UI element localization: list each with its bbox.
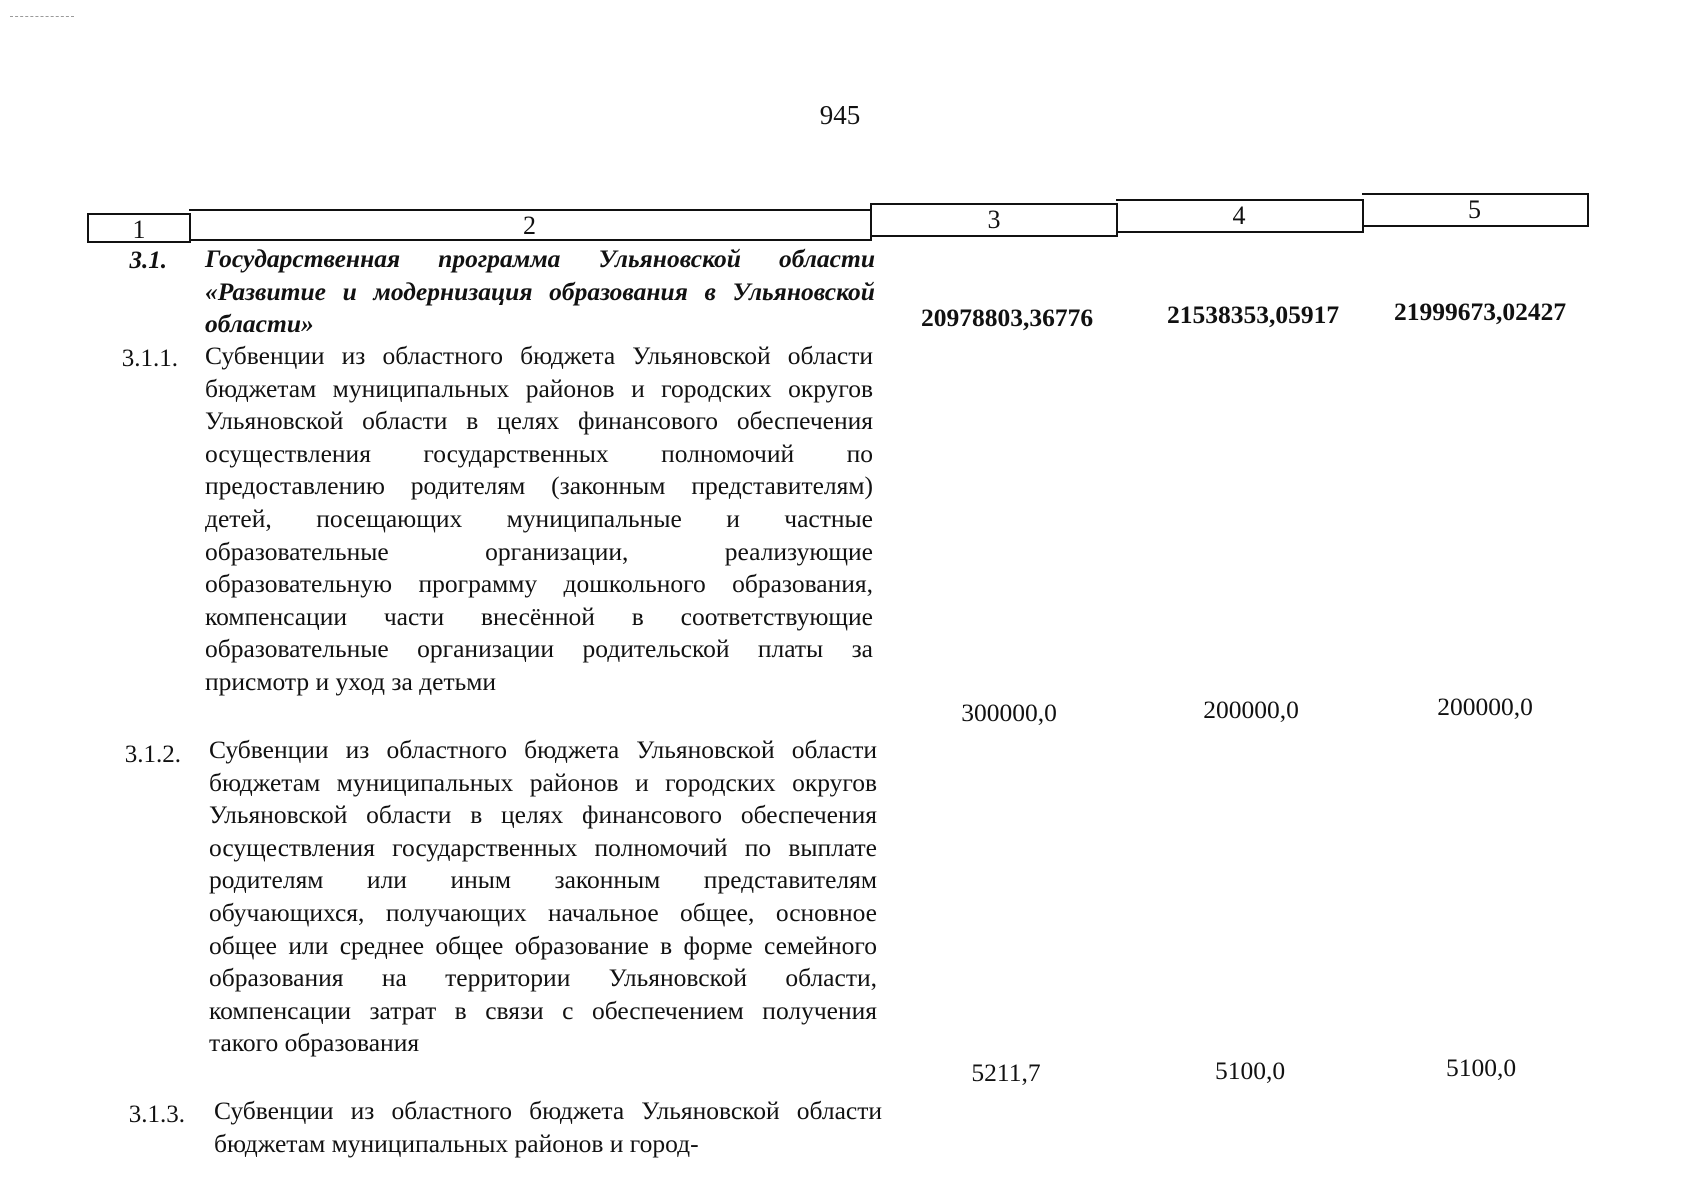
row-value-col3: 20978803,36776 <box>920 303 1094 332</box>
row-value-col4: 21538353,05917 <box>1166 300 1340 329</box>
scan-corner-mark <box>10 16 74 17</box>
header-col-5: 5 <box>1362 193 1589 227</box>
row-value-col5: 5100,0 <box>1445 1053 1517 1082</box>
row-title: Субвенции из областного бюджета Ульяновской области бюджетам муниципальных районов и город- <box>214 1096 882 1158</box>
row-value-col5: 21999673,02427 <box>1393 297 1567 326</box>
row-title: Субвенции из областного бюджета Ульяновской области бюджетам муниципальных районов и городских округов Ульяновской области в целях финансового обеспечения осуществления государственных полномочий по выплате родителям или иным законным представителям обучающихся, получающих начальное общее, основное общее или среднее общее образование в форме семейного образования на территории Ульяновской области, компенсации затрат в связи с обеспечением получения такого образования <box>209 735 877 1058</box>
row-number: 3.1.2. <box>124 741 181 768</box>
header-col-2: 2 <box>189 209 872 241</box>
row-value-col3: 300000,0 <box>961 698 1057 727</box>
row-value-col4: 5100,0 <box>1214 1056 1286 1085</box>
row-title: Государственная программа Ульяновской области «Развитие и модернизация образования в Ульяновской области» <box>205 244 875 339</box>
row-value-col5: 200000,0 <box>1437 692 1533 721</box>
header-col-1: 1 <box>87 213 191 243</box>
row-title: Субвенции из областного бюджета Ульяновской области бюджетам муниципальных районов и городских округов Ульяновской области в целях финансового обеспечения осуществления государственных полномочий по предоставлению родителям (законным представителям) детей, посещающих муниципальные и частные образовательные организации, реализующие образовательную программу дошкольного образования, компенсации части внесённой в соответствующие образовательные организации родительской платы за присмотр и уход за детьми <box>205 341 873 696</box>
page-number: 945 <box>819 100 861 130</box>
row-number: 3.1.1. <box>121 345 178 372</box>
header-col-3: 3 <box>870 203 1118 237</box>
header-col-4: 4 <box>1116 199 1364 233</box>
row-value-col4: 200000,0 <box>1203 695 1299 724</box>
row-number: 3.1.3. <box>128 1101 185 1128</box>
row-number: 3.1. <box>129 247 167 274</box>
table-header-row <box>87 193 1589 243</box>
row-value-col3: 5211,7 <box>971 1058 1041 1087</box>
